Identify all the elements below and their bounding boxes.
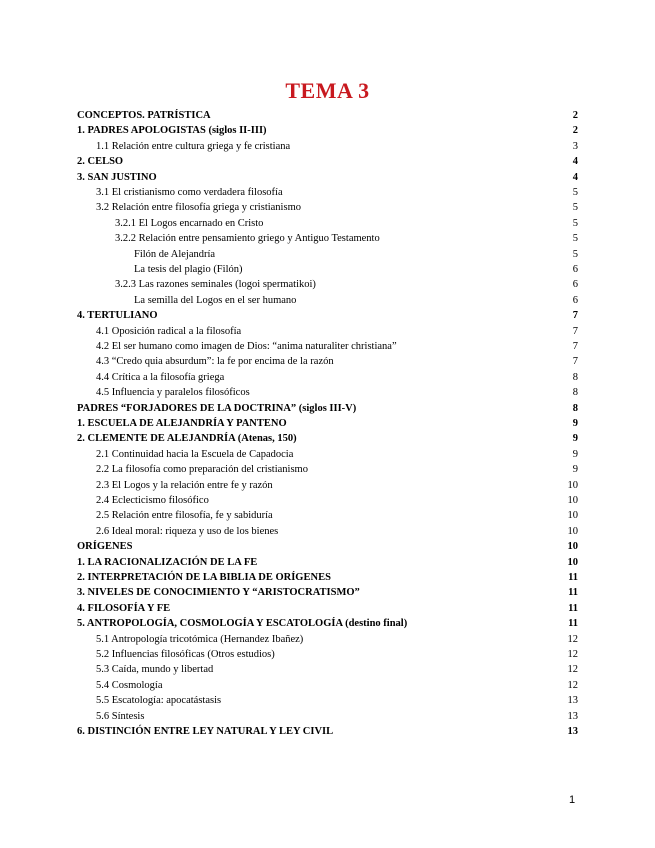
toc-entry[interactable] — [0, 555, 655, 571]
toc-entry-title: ORÍGENES — [77, 541, 133, 553]
toc-entry[interactable] — [0, 678, 655, 694]
toc-entry[interactable] — [0, 647, 655, 663]
toc-entry-title: 4.3 “Credo quia absurdum”: la fe por encima de la razón — [96, 356, 334, 368]
toc-entry-title: 5.2 Influencias filosóficas (Otros estudios) — [96, 649, 275, 660]
toc-entry[interactable] — [0, 709, 655, 725]
toc-entry-page: 4 — [572, 156, 578, 168]
toc-entry-title: 1. ESCUELA DE ALEJANDRÍA Y PANTENO — [77, 418, 287, 429]
toc-entry-title: 5.6 Síntesis — [96, 710, 145, 722]
toc-entry-page: 9 — [572, 448, 578, 460]
toc-entry-page: 12 — [567, 679, 578, 691]
toc-entry-page: 11 — [568, 618, 578, 630]
toc-entry-page: 5 — [572, 217, 578, 229]
toc-entry[interactable] — [0, 293, 655, 309]
toc-entry-page: 5 — [572, 187, 578, 198]
toc-entry-page: 7 — [572, 356, 578, 368]
toc-entry[interactable] — [0, 632, 655, 648]
toc-entry-title: 5.3 Caída, mundo y libertad — [96, 664, 214, 676]
toc-entry-title: 4.5 Influencia y paralelos filosóficos — [96, 387, 250, 399]
toc-entry-page: 8 — [572, 371, 578, 383]
toc-entry-title: 1. LA RACIONALIZACIÓN DE LA FE — [77, 556, 258, 568]
toc-entry[interactable] — [0, 200, 655, 216]
toc-entry-title: 3.1 El cristianismo como verdadera filosofía — [96, 187, 283, 198]
toc-entry-page: 10 — [567, 479, 578, 491]
page-number: 1 — [569, 794, 576, 806]
toc-entry-page: 13 — [567, 695, 578, 707]
document-title: TEMA 3 — [285, 78, 370, 103]
toc-entry-title: 4.4 Crítica a la filosofía griega — [96, 371, 225, 383]
toc-entry-page: 6 — [572, 264, 578, 275]
toc-entry[interactable] — [0, 616, 655, 632]
toc-entry-title: 3.2 Relación entre filosofía griega y cristianismo — [96, 202, 301, 214]
toc-entry-title: PADRES “FORJADORES DE LA DOCTRINA” (siglos III-V) — [77, 402, 357, 414]
toc-entry-title: 5.1 Antropología tricotómica (Hernandez Ibañez) — [96, 633, 304, 645]
toc-entry[interactable] — [0, 693, 655, 709]
toc-entry-title: La semilla del Logos en el ser humano — [134, 294, 297, 306]
toc-entry-title: 4. TERTULIANO — [77, 310, 158, 322]
toc-entry[interactable] — [0, 339, 655, 355]
toc-entry[interactable] — [0, 308, 655, 324]
toc-entry[interactable] — [0, 123, 655, 139]
toc-entry-title: 2.6 Ideal moral: riqueza y uso de los bienes — [96, 525, 279, 537]
toc-entry[interactable] — [0, 185, 655, 201]
toc-entry-title: 2.4 Eclecticismo filosófico — [96, 495, 209, 506]
toc-entry-title: 5.5 Escatología: apocatástasis — [96, 695, 222, 707]
toc-entry-title: 4.2 El ser humano como imagen de Dios: “anima naturaliter christiana” — [96, 341, 397, 352]
toc-entry-page: 7 — [572, 310, 578, 322]
toc-entry-title: Filón de Alejandría — [134, 248, 216, 260]
toc-entry-page: 5 — [572, 202, 578, 214]
toc-entry-page: 11 — [568, 602, 578, 614]
toc-entry[interactable] — [0, 170, 655, 186]
toc-entry[interactable] — [0, 324, 655, 340]
toc-entry[interactable] — [0, 277, 655, 293]
toc-entry-page: 13 — [567, 726, 578, 737]
toc-entry-page: 9 — [572, 464, 578, 476]
toc-entry-page: 10 — [567, 541, 578, 553]
toc-entry-title: 4. FILOSOFÍA Y FE — [77, 602, 171, 614]
toc-entry[interactable] — [0, 462, 655, 478]
toc-entry[interactable] — [0, 216, 655, 232]
toc-entry[interactable] — [0, 601, 655, 617]
toc-entry-page: 6 — [572, 279, 578, 291]
toc-entry-page: 10 — [567, 525, 578, 537]
toc-entry-page: 6 — [572, 294, 578, 306]
toc-entry-title: 1.1 Relación entre cultura griega y fe cristiana — [96, 140, 291, 152]
toc-entry[interactable] — [0, 508, 655, 524]
toc-entry-title: 2.2 La filosofía como preparación del cristianismo — [96, 464, 308, 476]
toc-entry[interactable] — [0, 262, 655, 278]
toc-entry[interactable] — [0, 247, 655, 263]
toc-entry-page: 7 — [572, 341, 578, 352]
toc-entry-page: 4 — [572, 171, 578, 183]
toc-entry-title: 3. SAN JUSTINO — [77, 171, 157, 183]
toc-entry-page: 11 — [568, 587, 578, 599]
toc-entry[interactable] — [0, 570, 655, 586]
toc-entry[interactable] — [0, 478, 655, 494]
toc-entry[interactable] — [0, 231, 655, 247]
toc-entry-title: 2.1 Continuidad hacia la Escuela de Capadocia — [96, 448, 294, 460]
toc-entry-page: 10 — [567, 556, 578, 568]
toc-entry[interactable] — [0, 539, 655, 555]
toc-entry[interactable] — [0, 139, 655, 155]
toc-entry[interactable] — [0, 401, 655, 417]
toc-entry[interactable] — [0, 493, 655, 509]
toc-entry[interactable] — [0, 154, 655, 170]
toc-entry[interactable] — [0, 585, 655, 601]
toc-entry[interactable] — [0, 431, 655, 447]
toc-entry-title: 3.2.2 Relación entre pensamiento griego y Antiguo Testamento — [115, 233, 380, 245]
toc-entry-page: 3 — [572, 140, 578, 152]
toc-entry-title: 2. INTERPRETACIÓN DE LA BIBLIA DE ORÍGENES — [77, 572, 331, 583]
toc-entry-page: 12 — [567, 649, 578, 660]
toc-entry-title: 3.2.1 El Logos encarnado en Cristo — [115, 217, 264, 229]
toc-entry-title: 3.2.3 Las razones seminales (logoi spermatikoi) — [115, 279, 316, 291]
toc-entry-title: 2.3 El Logos y la relación entre fe y razón — [96, 479, 273, 491]
toc-entry-page: 2 — [572, 125, 578, 137]
toc-entry-title: 6. DISTINCIÓN ENTRE LEY NATURAL Y LEY CIVIL — [77, 726, 334, 737]
toc-entry-page: 7 — [572, 325, 578, 337]
toc-entry-title: 5.4 Cosmología — [96, 679, 163, 691]
toc-entry[interactable] — [0, 354, 655, 370]
toc-entry-title: 2.5 Relación entre filosofía, fe y sabiduría — [96, 510, 273, 522]
toc-entry[interactable] — [0, 447, 655, 463]
toc-entry-page: 5 — [572, 248, 578, 260]
toc-entry-title: CONCEPTOS. PATRÍSTICA — [77, 110, 211, 121]
toc-entry-page: 9 — [572, 418, 578, 429]
toc-entry-title: 1. PADRES APOLOGISTAS (siglos II-III) — [77, 125, 267, 137]
toc-entry[interactable] — [0, 416, 655, 432]
toc-entry-page: 5 — [572, 233, 578, 245]
toc-entry-page: 10 — [567, 495, 578, 506]
toc-entry-page: 12 — [567, 633, 578, 645]
toc-entry-page: 8 — [572, 402, 578, 414]
toc-entry-page: 2 — [572, 110, 578, 121]
toc-entry-title: La tesis del plagio (Filón) — [134, 264, 243, 275]
toc-entry[interactable] — [0, 108, 655, 124]
toc-entry-page: 12 — [567, 664, 578, 676]
toc-entry-page: 9 — [572, 433, 578, 445]
toc-entry[interactable] — [0, 724, 655, 740]
toc-entry-page: 10 — [567, 510, 578, 522]
toc-entry-title: 5. ANTROPOLOGÍA, COSMOLOGÍA Y ESCATOLOGÍA (destino final) — [77, 618, 408, 630]
toc-entry-title: 2. CELSO — [77, 156, 124, 168]
toc-entry-title: 2. CLEMENTE DE ALEJANDRÍA (Atenas, 150) — [77, 433, 297, 445]
toc-entry-page: 13 — [567, 710, 578, 722]
toc-entry[interactable] — [0, 370, 655, 386]
toc-entry-page: 11 — [568, 572, 578, 583]
toc-entry[interactable] — [0, 524, 655, 540]
toc-entry[interactable] — [0, 385, 655, 401]
toc-entry[interactable] — [0, 662, 655, 678]
toc-entry-page: 8 — [572, 387, 578, 399]
toc-entry-title: 4.1 Oposición radical a la filosofía — [96, 325, 242, 337]
toc-entry-title: 3. NIVELES DE CONOCIMIENTO Y “ARISTOCRATISMO” — [77, 587, 360, 599]
